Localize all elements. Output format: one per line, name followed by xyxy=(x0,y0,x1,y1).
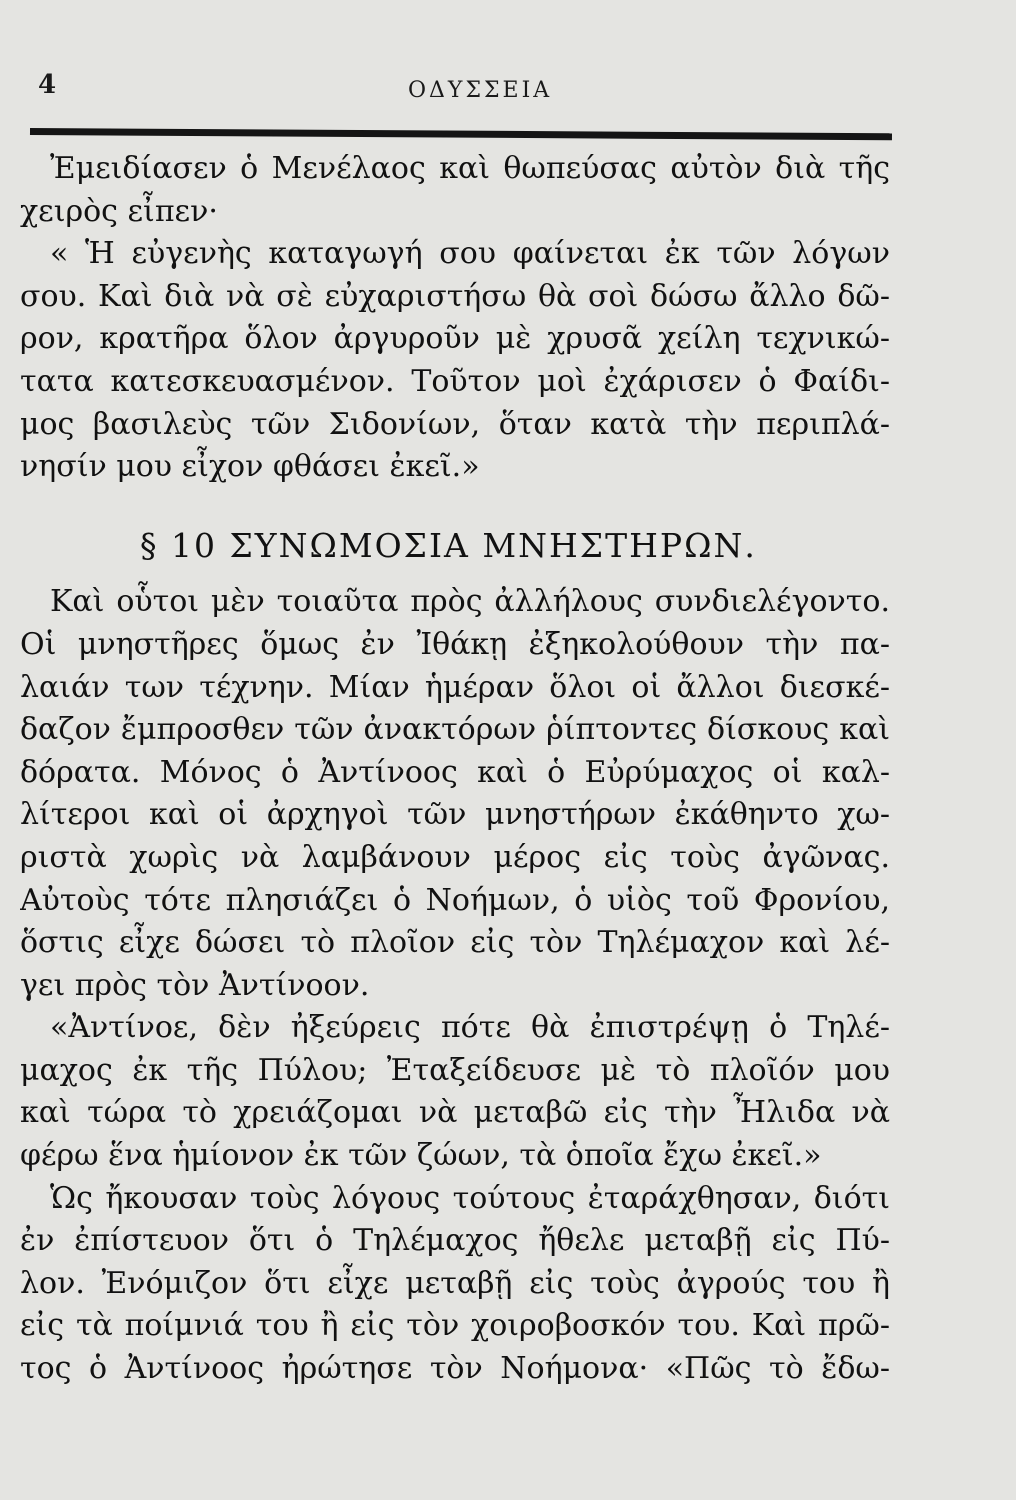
text-line: μαχος ἐκ τῆς Πύλου; Ἐταξείδευσε μὲ τὸ πλοῖόν μου xyxy=(20,1052,890,1088)
text-line: φέρω ἕνα ἡμίονον ἐκ τῶν ζώων, τὰ ὁποῖα ἔχω ἐκεῖ.» xyxy=(20,1138,822,1174)
text-line: ρον, κρατῆρα ὅλον ἀργυροῦν μὲ χρυσᾶ χείλη τεχνικώ- xyxy=(20,321,890,357)
text-line: «Ἀντίνοε, δὲν ἠξεύρεις πότε θὰ ἐπιστρέψῃ ὁ Τηλέ- xyxy=(50,1010,890,1046)
body-text xyxy=(20,148,890,1391)
text-line: ριστὰ χωρὶς νὰ λαμβάνουν μέρος εἰς τοὺς ἀγῶνας. xyxy=(20,839,890,875)
text-line: Οἱ μνηστῆρες ὅμως ἐν Ἰθάκῃ ἐξηκολούθουν τὴν πα- xyxy=(20,626,890,662)
paragraph-alarm xyxy=(20,1178,890,1391)
text-line: Αὐτοὺς τότε πλησιάζει ὁ Νοήμων, ὁ υἱὸς τοῦ Φρονίου, xyxy=(20,882,890,918)
text-line: ὅστις εἶχε δώσει τὸ πλοῖον εἰς τὸν Τηλέμαχον καὶ λέ- xyxy=(20,925,890,961)
page-header xyxy=(28,60,888,110)
text-line: Καὶ οὗτοι μὲν τοιαῦτα πρὸς ἀλλήλους συνδιελέγοντο. xyxy=(50,584,890,620)
text-line: καὶ τώρα τὸ χρειάζομαι νὰ μεταβῶ εἰς τὴν Ἦλιδα νὰ xyxy=(20,1095,890,1131)
text-line: « Ἡ εὐγενὴς καταγωγή σου φαίνεται ἐκ τῶν λόγων xyxy=(50,236,890,272)
text-line: σου. Καὶ διὰ νὰ σὲ εὐχαριστήσω θὰ σοὶ δώσω ἄλλο δῶ- xyxy=(20,278,890,314)
text-line: μος βασιλεὺς τῶν Σιδονίων, ὅταν κατὰ τὴν περιπλά- xyxy=(20,406,890,442)
text-line: τος ὁ Ἀντίνοος ἠρώτησε τὸν Νοήμονα· «Πῶς τὸ ἔδω- xyxy=(20,1351,890,1387)
text-line: λον. Ἐνόμιζον ὅτι εἶχε μεταβῇ εἰς τοὺς ἀγρούς του ἢ xyxy=(20,1265,890,1301)
paragraph-menelaus xyxy=(20,148,890,489)
text-line: εἰς τὰ ποίμνιά του ἢ εἰς τὸν χοιροβοσκόν του. Καὶ πρῶ- xyxy=(20,1308,890,1344)
section-heading: § 10 ΣΥΝΩΜΟΣΙΑ ΜΝΗΣΤΗΡΩΝ. xyxy=(140,525,757,565)
paragraph-suitors xyxy=(20,581,890,1007)
text-line: Ὡς ἤκουσαν τοὺς λόγους τούτους ἐταράχθησαν, διότι xyxy=(50,1180,890,1216)
text-line: νησίν μου εἶχον φθάσει ἐκεῖ.» xyxy=(20,449,480,485)
text-line: Ἐμειδίασεν ὁ Μενέλαος καὶ θωπεύσας αὐτὸν διὰ τῆς xyxy=(50,151,890,186)
page-number: 4 xyxy=(38,70,57,100)
text-line: τατα κατεσκευασμένον. Τοῦτον μοὶ ἐχάρισεν ὁ Φαίδι- xyxy=(20,363,890,399)
text-line: λαιάν των τέχνην. Μίαν ἡμέραν ὅλοι οἱ ἄλλοι διεσκέ- xyxy=(20,669,890,705)
text-line: λίτεροι καὶ οἱ ἀρχηγοὶ τῶν μνηστήρων ἐκάθηντο χω- xyxy=(20,797,890,833)
text-line: ἐν ἐπίστευον ὅτι ὁ Τηλέμαχος ἤθελε μεταβῇ εἰς Πύ- xyxy=(20,1223,890,1259)
header-rule xyxy=(30,128,892,140)
text-line: δόρατα. Μόνος ὁ Ἀντίνοος καὶ ὁ Εὐρύμαχος οἱ καλ- xyxy=(20,754,890,790)
text-line: γει πρὸς τὸν Ἀντίνοον. xyxy=(20,967,370,1003)
paragraph-noemon-speech xyxy=(20,1007,890,1177)
running-title: ΟΔΥΣΣΕΙΑ xyxy=(408,78,553,103)
text-line: χειρὸς εἶπεν· xyxy=(20,193,218,229)
text-line: δαζον ἔμπροσθεν τῶν ἀνακτόρων ῥίπτοντες δίσκους καὶ xyxy=(20,712,890,748)
